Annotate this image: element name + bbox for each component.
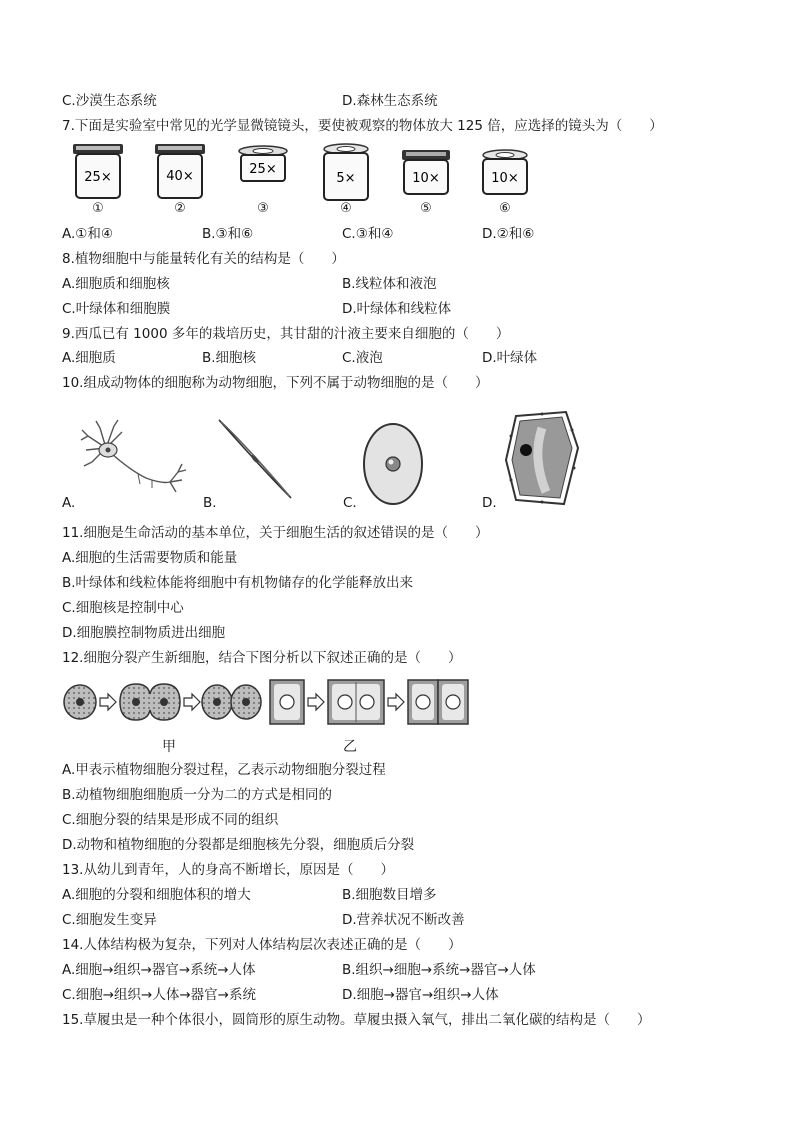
q8-option-b: B.线粒体和液泡 — [342, 276, 437, 292]
lens-6-number: ⑥ — [499, 201, 511, 216]
q11-option-c: C.细胞核是控制中心 — [62, 600, 184, 616]
fig-label-yi: 乙 — [343, 739, 357, 755]
q8-option-a: A.细胞质和细胞核 — [62, 276, 170, 292]
round-cell-image — [360, 420, 426, 508]
q6-option-d: D.森林生态系统 — [342, 93, 438, 109]
q10-option-a: A. — [62, 495, 76, 511]
plant-cell-image — [502, 408, 582, 508]
q12-option-b: B.动植物细胞细胞质一分为二的方式是相同的 — [62, 787, 333, 803]
lens-5-mark: 10× — [412, 171, 440, 186]
q13-option-d: D.营养状况不断改善 — [342, 912, 465, 928]
muscle-cell-image — [215, 414, 295, 502]
q10-stem: 10.组成动物体的细胞称为动物细胞，下列不属于动物细胞的是（ ） — [62, 375, 489, 391]
q9-option-a: A.细胞质 — [62, 350, 116, 366]
q7-option-c: C.③和④ — [342, 226, 394, 242]
lens-3-number: ③ — [257, 201, 269, 216]
q13-option-b: B.细胞数目增多 — [342, 887, 437, 903]
q14-option-b: B.组织→细胞→系统→器官→人体 — [342, 962, 536, 978]
lens-2-image — [152, 140, 208, 202]
q11-option-a: A.细胞的生活需要物质和能量 — [62, 550, 238, 566]
lens-5-image — [398, 148, 454, 198]
lens-1-image — [70, 140, 126, 202]
q8-stem: 8.植物细胞中与能量转化有关的结构是（ ） — [62, 251, 345, 267]
q12-option-c: C.细胞分裂的结果是形成不同的组织 — [62, 812, 279, 828]
lens-6-image — [477, 148, 533, 198]
q9-stem: 9.西瓜已有 1000 多年的栽培历史，其甘甜的汁液主要来自细胞的（ ） — [62, 326, 510, 342]
lens-3-image — [235, 145, 291, 185]
q11-stem: 11.细胞是生命活动的基本单位，关于细胞生活的叙述错误的是（ ） — [62, 525, 489, 541]
q10-option-b: B. — [203, 495, 217, 511]
q9-option-c: C.液泡 — [342, 350, 383, 366]
lens-1-mark: 25× — [84, 170, 112, 185]
q14-option-c: C.细胞→组织→人体→器官→系统 — [62, 987, 256, 1003]
lens-3-mark: 25× — [249, 162, 277, 177]
q8-option-c: C.叶绿体和细胞膜 — [62, 301, 171, 317]
q13-option-c: C.细胞发生变异 — [62, 912, 157, 928]
q12-option-d: D.动物和植物细胞的分裂都是细胞核先分裂，细胞质后分裂 — [62, 837, 415, 853]
cell-division-figure — [62, 676, 470, 732]
q7-option-d: D.②和⑥ — [482, 226, 535, 242]
q8-option-d: D.叶绿体和线粒体 — [342, 301, 452, 317]
q6-option-c: C.沙漠生态系统 — [62, 93, 157, 109]
q13-stem: 13.从幼儿到青年，人的身高不断增长，原因是（ ） — [62, 862, 394, 878]
q12-option-a: A.甲表示植物细胞分裂过程，乙表示动物细胞分裂过程 — [62, 762, 386, 778]
lens-1-number: ① — [92, 201, 104, 216]
lens-4-image — [318, 142, 374, 204]
q7-option-a: A.①和④ — [62, 226, 113, 242]
lens-2-mark: 40× — [166, 169, 194, 184]
lens-4-mark: 5× — [336, 171, 356, 186]
lens-4-number: ④ — [340, 201, 352, 216]
lens-6-mark: 10× — [491, 171, 519, 186]
q14-stem: 14.人体结构极为复杂，下列对人体结构层次表述正确的是（ ） — [62, 937, 462, 953]
q11-option-d: D.细胞膜控制物质进出细胞 — [62, 625, 226, 641]
q12-stem: 12.细胞分裂产生新细胞，结合下图分析以下叙述正确的是（ ） — [62, 650, 462, 666]
q13-option-a: A.细胞的分裂和细胞体积的增大 — [62, 887, 251, 903]
q9-option-d: D.叶绿体 — [482, 350, 538, 366]
q7-stem: 7.下面是实验室中常见的光学显微镜镜头，要使被观察的物体放大 125 倍，应选择的镜头为（ ） — [62, 118, 663, 134]
q7-option-b: B.③和⑥ — [202, 226, 254, 242]
q15-stem: 15.草履虫是一种个体很小，圆筒形的原生动物。草履虫摄入氧气，排出二氧化碳的结构是（ ） — [62, 1012, 651, 1028]
q10-option-d: D. — [482, 495, 497, 511]
q14-option-d: D.细胞→器官→组织→人体 — [342, 987, 499, 1003]
q14-option-a: A.细胞→组织→器官→系统→人体 — [62, 962, 256, 978]
neuron-cell-image — [78, 418, 188, 500]
fig-label-jia: 甲 — [162, 739, 176, 755]
q9-option-b: B.细胞核 — [202, 350, 257, 366]
q11-option-b: B.叶绿体和线粒体能将细胞中有机物储存的化学能释放出来 — [62, 575, 414, 591]
lens-5-number: ⑤ — [420, 201, 432, 216]
lens-2-number: ② — [174, 201, 186, 216]
q10-option-c: C. — [343, 495, 357, 511]
